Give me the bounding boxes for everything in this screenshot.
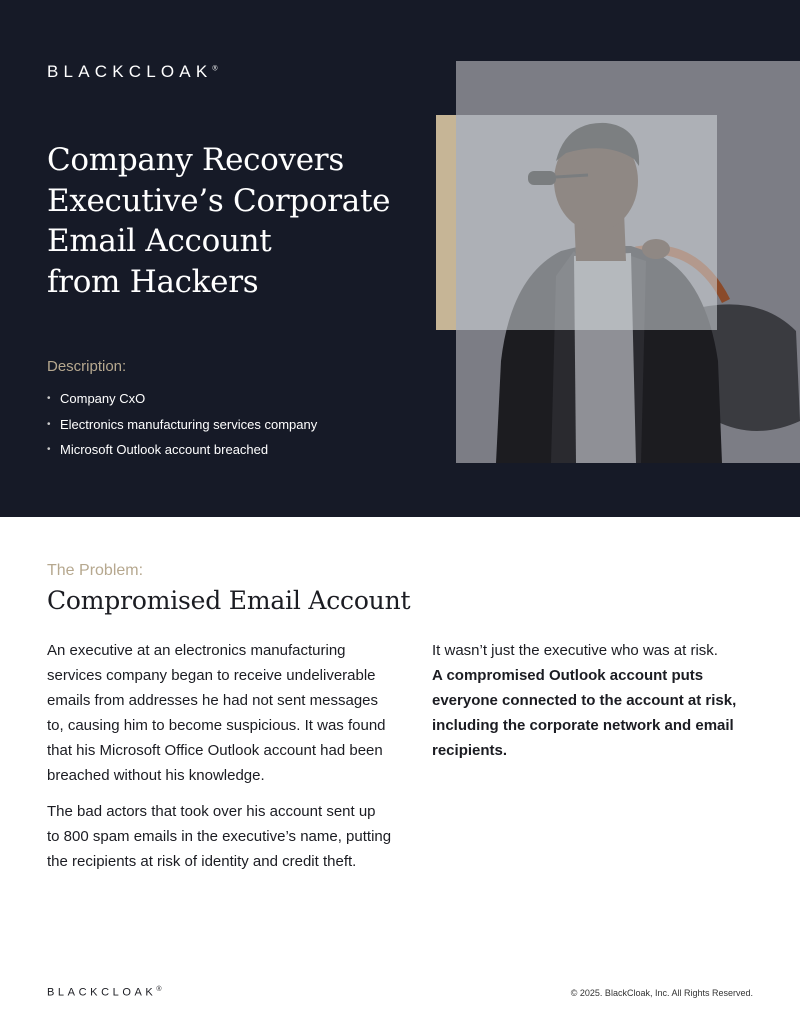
hero-section <box>0 0 800 517</box>
footer-logo: BLACKCLOAK® <box>47 986 162 999</box>
description-list <box>47 390 317 467</box>
description-label: Description: <box>47 358 127 375</box>
description-item: • Microsoft Outlook account breached <box>47 441 317 467</box>
copyright-notice: © 2025. BlackCloak, Inc. All Rights Reserved. <box>570 988 753 998</box>
risk-callout: A compromised Outlook account puts everyone connected to the account at risk, including the corporate network and email recipients. <box>432 667 737 759</box>
hero-title-line: Executive’s Corporate <box>47 182 391 219</box>
problem-label: The Problem: <box>47 562 144 579</box>
problem-paragraph: An executive at an electronics manufacturing services company began to receive undeliverable emails from addresses he had not sent messages to, causing him to become suspicious. It was found that his Microsoft Office Outlook account had been breached without his knowledge. <box>47 642 386 784</box>
risk-intro: It wasn’t just the executive who was at risk. <box>432 642 718 659</box>
problem-title: Compromised Email Account <box>47 586 411 615</box>
hero-title-line: Company Recovers <box>47 142 344 178</box>
hero-title-line: Email Account <box>47 223 272 259</box>
problem-paragraph: The bad actors that took over his account sent up to 800 spam emails in the executive’s name, putting the recipients at risk of identity and credit theft. <box>47 803 392 870</box>
problem-right-column <box>432 638 752 763</box>
overlay-frame <box>456 115 717 330</box>
problem-left-column <box>47 638 392 874</box>
hero-title-line: from Hackers <box>47 263 259 300</box>
brand-logo: BLACKCLOAK® <box>47 62 218 81</box>
accent-bar <box>436 115 456 330</box>
description-item: • Electronics manufacturing services company <box>47 416 317 442</box>
description-item: • Company CxO <box>47 390 317 416</box>
hero-title <box>47 140 407 302</box>
